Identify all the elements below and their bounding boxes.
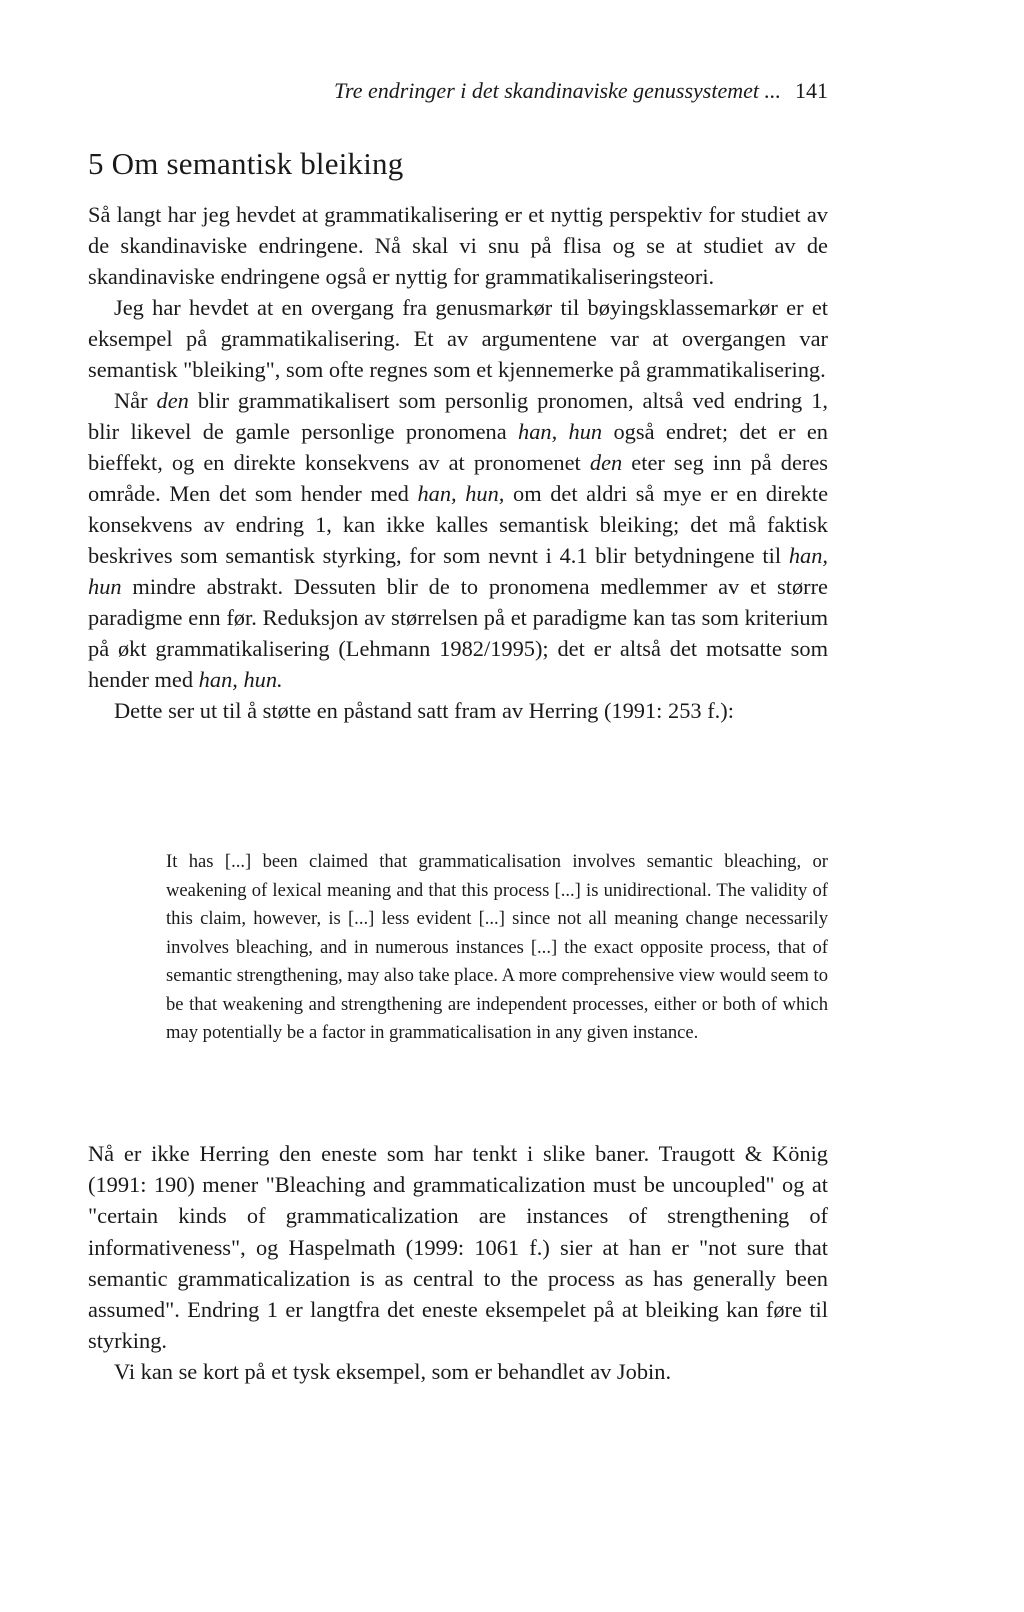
- body-text-lower: [88, 1138, 828, 1388]
- paragraph-5: Nå er ikke Herring den eneste som har tenkt i slike baner. Traugott & König (1991: 190) mener "Bleaching and grammaticalization must be uncoupled" og at "certain kinds of grammaticalization are instances of strengthening of informativeness", og Haspelmath (1999: 1061 f.) sier at han er "not sure that semantic grammaticalization is as central to the process as has generally been assumed". Endring 1 er langtfra det eneste eksempelet på at bleiking kan føre til styrking.: [88, 1141, 828, 1354]
- p3-text: eter seg inn på deres område. Men det som hender med: [88, 450, 829, 506]
- paragraph-4: Dette ser ut til å støtte en påstand satt fram av Herring (1991: 253 f.):: [114, 698, 734, 723]
- page-number: 141: [795, 78, 828, 103]
- paragraph-3: [88, 385, 828, 695]
- running-head-title: Tre endringer i det skandinaviske genussystemet ...: [333, 78, 781, 103]
- section-title: 5 Om semantisk bleiking: [88, 146, 404, 181]
- p3-text: også endret; det er en bieffekt, og en direkte konsekvens av at pronomenet: [88, 419, 828, 475]
- paragraph-1: Så langt har jeg hevdet at grammatikalisering er et nyttig perspektiv for studiet av de skandinaviske endringene. Nå skal vi snu på flisa og se at studiet av de skandinaviske endringene også er nyttig for grammatikaliseringsteori.: [88, 202, 828, 289]
- block-quote: [166, 848, 828, 1048]
- p3-italic-den: den: [589, 450, 623, 475]
- p3-italic-han-hun: han, hun,: [417, 481, 505, 506]
- block-quote-text: It has [...] been claimed that grammaticalisation involves semantic bleaching, or weakening of lexical meaning and that this process [...] is unidirectional. The validity of this claim, however, is [...] less evident [...] since not all meaning change necessarily involves bleaching, and in numerous instances [...] the exact opposite process, that of semantic strengthening, may also take place. A more comprehensive view would seem to be that weakening and strengthening are independent processes, either or both of which may potentially be a factor in grammaticalisation in any given instance.: [166, 851, 828, 1043]
- p3-italic-han-hun: han, hun: [88, 543, 828, 599]
- paragraph-2: Jeg har hevdet at en overgang fra genusmarkør til bøyingsklassemarkør er et eksempel på grammatikalisering. Et av argumentene var at overgangen var semantisk "bleiking", som ofte regnes som et kjennemerke på grammatikalisering.: [88, 295, 828, 382]
- body-text-upper: [88, 199, 828, 726]
- paragraph-6: Vi kan se kort på et tysk eksempel, som er behandlet av Jobin.: [114, 1359, 672, 1385]
- p3-text: mindre abstrakt. Dessuten blir de to pronomena medlemmer av et større paradigme enn før. Reduksjon av størrelsen på et paradigme kan tas som kriterium på økt grammatikalisering (Lehmann 1982/1995); det er altså det motsatte som hender med: [88, 574, 828, 692]
- p3-italic-den: den: [156, 388, 189, 413]
- running-head: [88, 78, 828, 104]
- p3-text: blir grammatikalisert som personlig pronomen, altså ved endring 1, blir likevel de gamle personlige pronomena: [88, 388, 828, 444]
- p3-italic-han-hun: han, hun: [518, 419, 603, 444]
- p3-text: Når: [114, 388, 157, 413]
- p3-italic-han-hun: han, hun.: [198, 667, 283, 692]
- p3-text: om det aldri så mye er en direkte konsekvens av endring 1, kan ikke kalles semantisk bleiking; det må faktisk beskrives som semantisk styrking, for som nevnt i 4.1 blir betydningene til: [88, 481, 829, 568]
